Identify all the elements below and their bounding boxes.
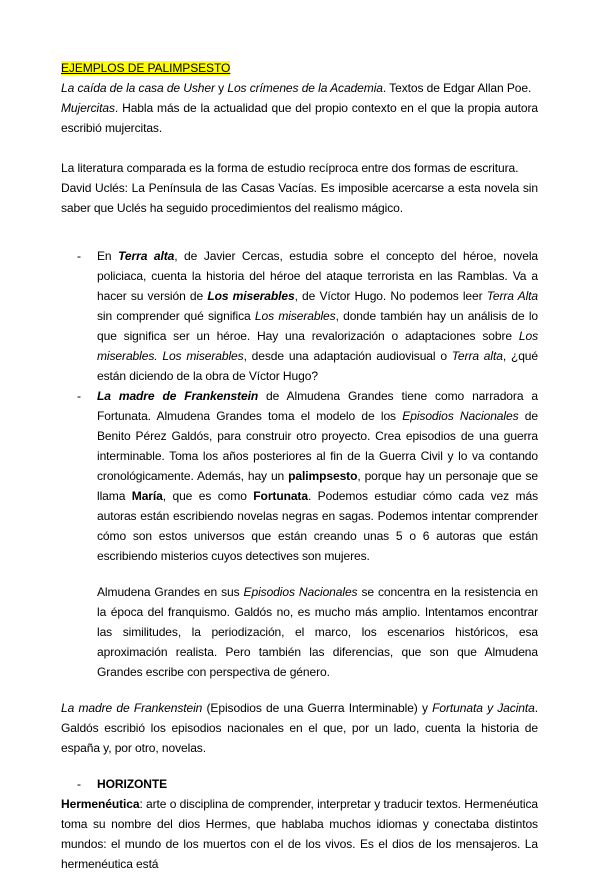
text-run: Almudena Grandes en sus — [97, 585, 244, 599]
text-run: (Episodios de una Guerra Interminable) y — [202, 701, 433, 715]
work-title: La madre de Frankenstein — [61, 701, 203, 715]
work-title: Terra alta — [118, 249, 175, 263]
text-run: y — [214, 81, 228, 95]
text-run: sin comprender qué significa — [97, 309, 255, 323]
work-title: Los miserables — [254, 309, 336, 323]
work-title: Los miserables. Los miserables — [97, 329, 538, 363]
section-heading: - HORIZONTE — [61, 774, 538, 794]
page-title: EJEMPLOS DE PALIMPSESTO — [61, 61, 231, 75]
text-run: , ¿qué están diciendo de la obra de Víctor Hugo? — [97, 349, 539, 383]
paragraph-galdos — [61, 698, 538, 758]
work-title: Terra Alta — [486, 289, 539, 303]
text-run: de Almudena Grandes tiene como narradora a Fortunata. Almudena Grandes toma el modelo de los — [97, 389, 538, 423]
list-item — [61, 386, 538, 566]
text-run: . Habla más de la actualidad que del propio contexto en el que la propia autora escribió mujercitas. — [61, 101, 538, 135]
work-title: Los miserables — [207, 289, 295, 303]
text-run: , desde una adaptación audiovisual o — [243, 349, 452, 363]
text-run: , porque hay un personaje que se llama — [97, 469, 538, 503]
text-run: de Benito Pérez Galdós, para construir otro proyecto. Crea episodios de una guerra interminable. Toma los años posteriores al fin de la Guerra Civil y lo va contando cronológicamente. Además, hay un — [97, 409, 539, 483]
text-run: , donde también hay un análisis de lo que significa ser un héroe. Hay una revalorización o adaptaciones sobre — [97, 309, 538, 343]
text-run: . Textos de Edgar Allan Poe. — [382, 81, 532, 95]
title-line — [61, 58, 538, 78]
work-title: Terra alta — [451, 349, 503, 363]
text-run: . Podemos estudiar cómo cada vez más autoras están escribiendo novelas negras en sagas. Podemos intentar comprender cómo son estos universos que están creando unas 5 o 6 autoras que están escribiendo misterios cuyos detectives son mujeres. — [97, 489, 538, 563]
bold-term: Hermenéutica — [61, 797, 140, 811]
work-title: La caída de la casa de Usher — [61, 81, 215, 95]
spacer — [61, 238, 538, 246]
paragraph-ucles: David Uclés: La Península de las Casas Vacías. Es imposible acercarse a esta novela sin saber que Uclés ha seguido procedimientos del realismo mágico. — [61, 181, 538, 215]
list-item — [61, 246, 538, 386]
work-title: Episodios Nacionales — [243, 585, 358, 599]
text-run: se concentra en la resistencia en la época del franquismo. Galdós no, es mucho más amplio. Intentamos encontrar las similitudes, la periodización, el marco, los escenarios históricos, esa aproximación realista. Pero también las diferencias, que son que Almudena Grandes escribe con perspectiva de género. — [97, 585, 538, 679]
text-run: , de Javier Cercas, estudia sobre el concepto del héroe, novela policiaca, cuenta la historia del héroe del ataque terrorista en las Ramblas. Va a hacer su versión de — [97, 249, 538, 303]
indented-paragraph — [61, 582, 538, 682]
paragraph-poe — [61, 78, 538, 98]
spacer — [61, 758, 538, 774]
spacer — [61, 138, 538, 158]
document-page — [61, 58, 538, 874]
bold-term: Fortunata — [253, 489, 308, 503]
text-run: En — [97, 249, 119, 263]
work-title: Mujercitas — [61, 101, 115, 115]
paragraph-mujercitas — [61, 98, 538, 138]
bold-term: palimpsesto — [288, 469, 358, 483]
bold-term: María — [131, 489, 163, 503]
work-title: Episodios Nacionales — [402, 409, 519, 423]
text-run: , que es como — [162, 489, 254, 503]
paragraph-literatura-comparada: La literatura comparada es la forma de estudio recíproca entre dos formas de escritura. — [61, 161, 519, 175]
work-title: La madre de Frankenstein — [97, 389, 259, 403]
dash-list — [61, 246, 538, 566]
work-title: Fortunata y Jacinta — [432, 701, 535, 715]
text-run: , de Víctor Hugo. No podemos leer — [294, 289, 487, 303]
spacer — [61, 682, 538, 698]
text-run: : arte o disciplina de comprender, interpretar y traducir textos. Hermenéutica toma su nombre del dios Hermes, que hablaba muchos idiomas y conectaba distintos mundos: el mundo de los muertos con el de los vivos. Es el dios de los mensajeros. La hermenéutica está — [61, 797, 538, 871]
work-title: Los crímenes de la Academia — [227, 81, 383, 95]
spacer — [61, 566, 538, 582]
text-run: . Galdós escribió los episodios nacionales en el que, por un lado, cuenta la historia de españa y, por otro, novelas. — [61, 701, 538, 755]
spacer — [61, 218, 538, 238]
paragraph-hermeneutica — [61, 794, 538, 874]
